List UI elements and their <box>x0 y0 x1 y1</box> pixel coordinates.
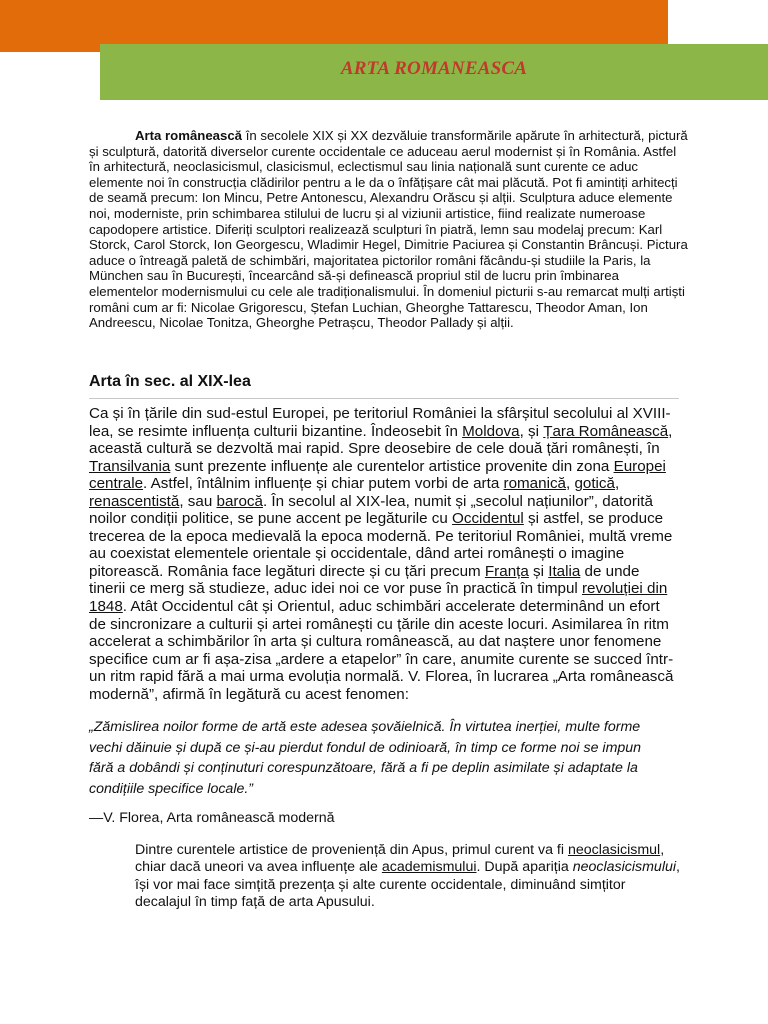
section-heading: Arta în sec. al XIX-lea <box>89 373 679 399</box>
text-run: și <box>528 562 549 580</box>
text-run: sunt prezente influențe ale curentelor artistice provenite din zona <box>170 457 614 475</box>
link-occidentul[interactable]: Occidentul <box>452 510 524 528</box>
link-neoclasicismul[interactable]: neoclasicismul <box>567 842 661 858</box>
link-baroca[interactable]: barocă <box>216 492 263 510</box>
link-romanica[interactable]: romanică <box>503 475 566 493</box>
text-run: , sau <box>179 492 217 510</box>
text-run: . După apariția <box>476 859 573 876</box>
text-run: și astfel, se produce trecerea de la epoca medievală la epoca modernă. Pe teritoriul României, multă vreme au coexistat elementele orientale și occidentale, dând artei românești o imagine pitorească. România face legături directe și cu țări precum <box>89 510 673 580</box>
link-italia[interactable]: Italia <box>548 562 581 580</box>
link-revolutia-1848[interactable]: revoluției din 1848 <box>89 580 668 616</box>
text-run: , își vor mai face simțită prezența și alte curente occidentale, diminuând simțitor decalajul în timp față de arta Apusului. <box>135 859 680 910</box>
text-run: Ca și în țările din sud-estul Europei, pe teritoriul României la sfârșitul secolului al XVIII-lea, se resimte influența culturii bizantine. Îndeosebit în <box>89 405 671 440</box>
text-run: Dintre curentele artistice de proveniență din Apus, primul curent va fi <box>135 842 568 858</box>
link-gotica[interactable]: gotică <box>574 475 615 493</box>
text-run: . În secolul al XIX-lea, numit și „secolul națiunilor”, datorită noilor condiții politice, se pune accent pe legăturile cu <box>89 492 653 528</box>
quote-attribution: —V. Florea, Arta românească modernă <box>89 810 335 826</box>
link-franta[interactable]: Franța <box>484 562 529 580</box>
text-run: , această cultură se dezvoltă mai rapid. Spre deosebire de cele două țări românești, în <box>89 422 673 458</box>
intro-lead: Arta românească <box>135 128 243 143</box>
link-moldova[interactable]: Moldova <box>462 422 520 440</box>
link-transilvania[interactable]: Transilvania <box>89 457 171 475</box>
text-run: . Astfel, întâlnim influențe și chiar putem vorbi de arta <box>143 475 504 493</box>
section-body <box>89 405 679 703</box>
page-title: ARTA ROMANEASCA <box>340 58 528 79</box>
link-renascentista[interactable]: renascentistă <box>89 492 180 510</box>
indented-paragraph <box>135 842 683 911</box>
link-academismului[interactable]: academismului <box>381 859 477 876</box>
link-europa-centrala[interactable]: Europei centrale <box>89 457 666 493</box>
text-run: , chiar dacă uneori va avea influențe ale <box>135 842 665 876</box>
text-run: , și <box>519 422 544 440</box>
intro-paragraph <box>89 128 689 331</box>
quote-text: „Zămislirea noilor forme de artă este adesea șovăielnică. În virtutea inerției, multe forme vechi dăinuie și după ce și-au pierdut fondul de odinioară, în timp ce forme noi se impun fără a dobândi și conținuturi corespunzătoare, fără a fi pe deplin asimilate și adaptate la condițiile specifice locale.” <box>89 719 642 797</box>
emphasis-neoclasicismului: neoclasicismului <box>572 859 677 876</box>
text-run: , <box>614 475 620 493</box>
text-run: de unde tinerii ce merg să studieze, aduc idei noi ce vor puse în practică în timpul <box>89 562 640 598</box>
text-run: . Atât Occidentul cât și Orientul, aduc schimbări accelerate determinând un efort de sincronizare a culturii și artei românești cu țările din aceste locuri. Asimilarea în ritm accelerat a schimbărilor în arta și cultura românească, au dat naștere unor fenomene specifice cum ar fi așa-zisa „ardere a etapelor” în care, anumite curente se succed într-un ritm rapid fără a mai urma evoluția normală. V. Florea, în lucrarea „Arta românească modernă”, afirmă în legătură cu acest fenomen: <box>89 598 674 703</box>
title-banner <box>100 44 768 100</box>
block-quote <box>89 717 669 799</box>
link-tara-romaneasca[interactable]: Țara Românească <box>543 422 669 440</box>
text-run: , <box>565 475 575 493</box>
intro-text: în secolele XIX și XX dezvăluie transformările apărute în arhitectură, pictură și sculptură, datorită diverselor curente occidentale ce aduceau aerul modernist și în România. Astfel în arhitectură, neoclasicismul, clasicismul, eclectismul sau linia națională sunt curente ce aduc elemente noi în construcția clădirilor pentru a le da o înfățișare cât mai plăcută. Pot fi amintiți arhitecți de seamă precum: Ion Mincu, Petre Antonescu, Alexandru Orăscu și alții. Sculptura aduce elemente noi, moderniste, prin schimbarea stilului de lucru și al viziunii artistice, fiind realizate numeroase capodopere artistice. Diferiți sculptori realizează sculpturi în piatră, lemn sau modelaj precum: Karl Storck, Carol Storck, Ion Georgescu, Wladimir Hegel, Dimitrie Paciurea și Constantin Brâncuși. Pictura aduce o întreagă paletă de schimbări, majoritatea pictorilor români făcându-și studiile la Paris, la München sau în București, încearcând să-și definească propriul stil de lucru prin îmbinarea elementelor modernismului cu cele ale tradiționalismului. În domeniul picturii s-au remarcat mulți artiști români cum ar fi: Nicolae Grigorescu, Ștefan Luchian, Gheorghe Tattarescu, Theodor Aman, Ion Andreescu, Nicolae Tonitza, Gheorghe Petrașcu, Theodor Pallady și alții. <box>89 128 688 331</box>
